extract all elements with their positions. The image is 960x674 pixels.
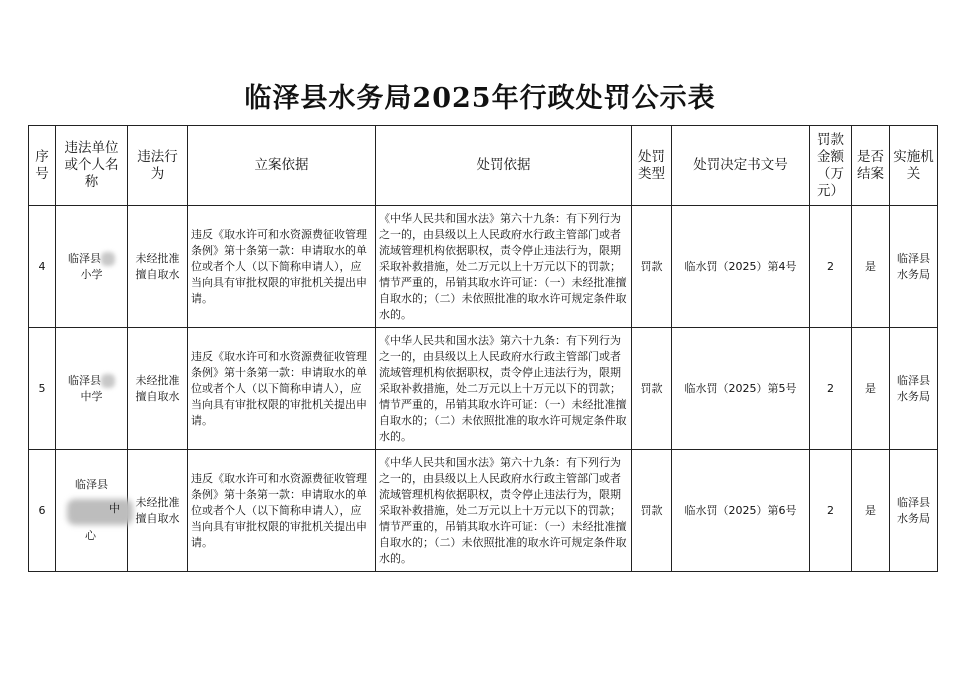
table-row	[29, 328, 938, 450]
header-behavior: 违法行为	[128, 126, 188, 206]
table-row	[29, 450, 938, 572]
redaction-mask	[101, 252, 115, 266]
cell-amount: 2	[810, 206, 852, 328]
cell-penalty-type: 罚款	[632, 206, 672, 328]
cell-closed: 是	[852, 328, 890, 450]
cell-closed: 是	[852, 206, 890, 328]
cell-agency: 临泽县水务局	[890, 328, 938, 450]
cell-case-basis: 违反《取水许可和水资源费征收管理条例》第十条第一款：申请取水的单位或者个人（以下简称申请人），应当向具有审批权限的审批机关提出申请。	[188, 450, 376, 572]
page-title: 临泽县水务局2025年行政处罚公示表	[244, 83, 716, 114]
cell-penalty-type: 罚款	[632, 450, 672, 572]
header-case-basis: 立案依据	[188, 126, 376, 206]
cell-doc-no: 临水罚（2025）第6号	[672, 450, 810, 572]
unit-name-part: 临泽县	[68, 251, 101, 265]
cell-seq: 5	[29, 328, 56, 450]
cell-case-basis: 违反《取水许可和水资源费征收管理条例》第十条第一款：申请取水的单位或者个人（以下简称申请人），应当向具有审批权限的审批机关提出申请。	[188, 328, 376, 450]
header-row	[29, 126, 938, 206]
cell-behavior: 未经批准擅自取水	[128, 328, 188, 450]
cell-behavior: 未经批准擅自取水	[128, 450, 188, 572]
cell-doc-no: 临水罚（2025）第5号	[672, 328, 810, 450]
cell-unit	[56, 450, 128, 572]
cell-agency: 临泽县水务局	[890, 206, 938, 328]
unit-name-part: 中	[109, 501, 120, 515]
cell-penalty-basis: 《中华人民共和国水法》第六十九条：有下列行为之一的，由县级以上人民政府水行政主管部门或者流域管理机构依据职权，责令停止违法行为，限期采取补救措施，处二万元以上十万元以下的罚款；情节严重的，吊销其取水许可证：（一）未经批准擅自取水的；（二）未依照批准的取水许可规定条件取水的。	[376, 206, 632, 328]
cell-doc-no: 临水罚（2025）第4号	[672, 206, 810, 328]
cell-unit	[56, 206, 128, 328]
penalty-table	[28, 125, 938, 572]
unit-name-part: 心	[85, 528, 96, 542]
header-penalty-type: 处罚类型	[632, 126, 672, 206]
cell-seq: 6	[29, 450, 56, 572]
unit-name-part: 中学	[80, 389, 103, 403]
header-penalty-basis: 处罚依据	[376, 126, 632, 206]
cell-behavior: 未经批准擅自取水	[128, 206, 188, 328]
cell-case-basis: 违反《取水许可和水资源费征收管理条例》第十条第一款：申请取水的单位或者个人（以下简称申请人），应当向具有审批权限的审批机关提出申请。	[188, 206, 376, 328]
redaction-mask	[67, 499, 133, 525]
header-unit: 违法单位或个人名称	[56, 126, 128, 206]
unit-name-part: 临泽县	[75, 477, 108, 491]
header-amount: 罚款金额（万元）	[810, 126, 852, 206]
header-closed: 是否结案	[852, 126, 890, 206]
cell-agency: 临泽县水务局	[890, 450, 938, 572]
unit-name-part: 临泽县	[68, 373, 101, 387]
cell-penalty-basis: 《中华人民共和国水法》第六十九条：有下列行为之一的，由县级以上人民政府水行政主管部门或者流域管理机构依据职权，责令停止违法行为，限期采取补救措施，处二万元以上十万元以下的罚款；情节严重的，吊销其取水许可证：（一）未经批准擅自取水的；（二）未依照批准的取水许可规定条件取水的。	[376, 450, 632, 572]
cell-amount: 2	[810, 450, 852, 572]
redaction-mask	[101, 374, 115, 388]
cell-penalty-basis: 《中华人民共和国水法》第六十九条：有下列行为之一的，由县级以上人民政府水行政主管部门或者流域管理机构依据职权，责令停止违法行为，限期采取补救措施，处二万元以上十万元以下的罚款；情节严重的，吊销其取水许可证：（一）未经批准擅自取水的；（二）未依照批准的取水许可规定条件取水的。	[376, 328, 632, 450]
header-agency: 实施机关	[890, 126, 938, 206]
cell-seq: 4	[29, 206, 56, 328]
header-seq: 序号	[29, 126, 56, 206]
cell-penalty-type: 罚款	[632, 328, 672, 450]
cell-unit	[56, 328, 128, 450]
cell-closed: 是	[852, 450, 890, 572]
cell-amount: 2	[810, 328, 852, 450]
unit-name-part: 小学	[80, 267, 103, 281]
header-doc-no: 处罚决定书文号	[672, 126, 810, 206]
table-row	[29, 206, 938, 328]
